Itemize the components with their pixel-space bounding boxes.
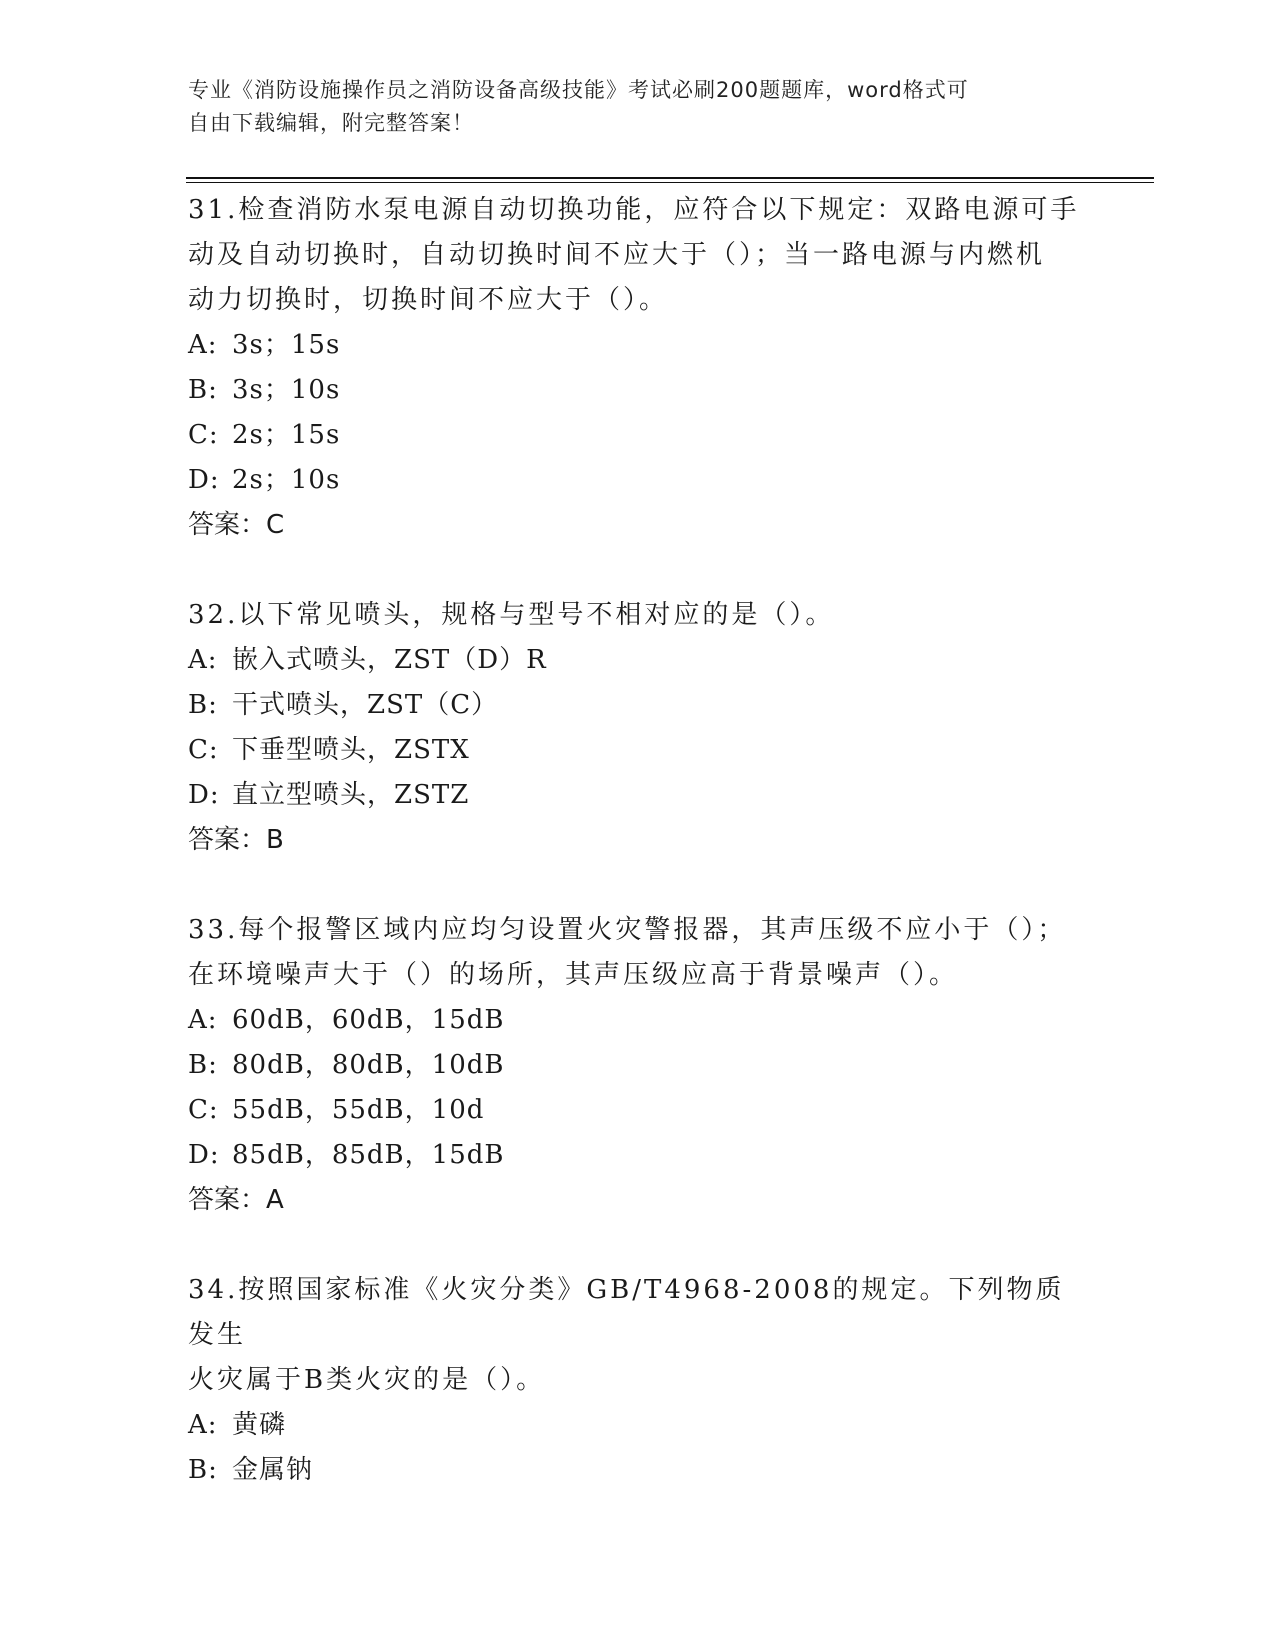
option-label: B:: [188, 690, 218, 720]
option-c: [188, 413, 1088, 458]
header-divider-thick: [186, 177, 1154, 179]
option-label: A:: [188, 1005, 218, 1035]
option-text: 干式喷头，ZST（C）: [232, 690, 499, 720]
option-text: 80dB，80dB，10dB: [232, 1050, 505, 1080]
question-text-line: 火灾属于B类火灾的是（）。: [188, 1365, 546, 1395]
option-c: [188, 1088, 1088, 1133]
option-text: 黄磷: [232, 1410, 287, 1440]
option-b: [188, 1043, 1088, 1088]
option-label: C:: [188, 420, 219, 450]
option-label: B:: [188, 375, 218, 405]
header-line-2: 自由下载编辑，附完整答案！: [188, 111, 474, 135]
option-text: 3s；10s: [232, 375, 341, 405]
header-line-1: 专业《消防设施操作员之消防设备高级技能》考试必刷200题题库，word格式可: [188, 78, 969, 102]
answer-text: 答案：A: [188, 1185, 284, 1215]
option-label: C:: [188, 1095, 219, 1125]
question-text-line: 34.按照国家标准《火灾分类》GB/T4968-2008的规定。下列物质发生: [188, 1275, 1065, 1350]
question-33: [188, 908, 1088, 1223]
question-text-line: 32.以下常见喷头，规格与型号不相对应的是（）。: [188, 600, 835, 630]
option-b: [188, 368, 1088, 413]
option-a: [188, 323, 1088, 368]
option-c: [188, 728, 1088, 773]
option-text: 直立型喷头，ZSTZ: [232, 780, 470, 810]
option-text: 60dB，60dB，15dB: [232, 1005, 505, 1035]
option-d: [188, 1133, 1088, 1178]
option-text: 下垂型喷头，ZSTX: [232, 735, 470, 765]
option-a: [188, 998, 1088, 1043]
option-label: C:: [188, 735, 219, 765]
option-text: 2s；15s: [232, 420, 341, 450]
answer-text: 答案：B: [188, 825, 284, 855]
option-a: [188, 638, 1088, 683]
option-b: [188, 1448, 1088, 1493]
question-34: [188, 1268, 1088, 1493]
option-text: 85dB，85dB，15dB: [232, 1140, 505, 1170]
question-32: [188, 593, 1088, 863]
question-spacer: [188, 1223, 1088, 1268]
option-text: 2s；10s: [232, 465, 341, 495]
header-divider-thin: [186, 182, 1154, 183]
option-text: 3s；15s: [232, 330, 341, 360]
question-31: [188, 188, 1088, 548]
option-text: 55dB，55dB，10d: [232, 1095, 485, 1125]
option-label: B:: [188, 1455, 218, 1485]
option-text: 嵌入式喷头，ZST（D）R: [232, 645, 547, 675]
option-b: [188, 683, 1088, 728]
option-d: [188, 773, 1088, 818]
option-text: 金属钠: [232, 1455, 314, 1485]
question-spacer: [188, 548, 1088, 593]
option-label: A:: [188, 1410, 218, 1440]
question-list: [188, 188, 1088, 1493]
question-text-line: 动力切换时，切换时间不应大于（）。: [188, 285, 669, 315]
answer-text: 答案：C: [188, 510, 285, 540]
question-text-line: 在环境噪声大于（）的场所，其声压级应高于背景噪声（）。: [188, 960, 959, 990]
question-text-line: 31.检查消防水泵电源自动切换功能，应符合以下规定：双路电源可手: [188, 195, 1080, 225]
option-label: D:: [188, 465, 220, 495]
option-label: D:: [188, 780, 220, 810]
option-label: D:: [188, 1140, 220, 1170]
option-a: [188, 1403, 1088, 1448]
option-label: A:: [188, 645, 218, 675]
question-text-line: 动及自动切换时，自动切换时间不应大于（）；当一路电源与内燃机: [188, 240, 1046, 270]
question-text-line: 33.每个报警区域内应均匀设置火灾警报器，其声压级不应小于（）；: [188, 915, 1067, 945]
document-header: [188, 74, 1068, 140]
question-spacer: [188, 863, 1088, 908]
option-label: B:: [188, 1050, 218, 1080]
option-d: [188, 458, 1088, 503]
option-label: A:: [188, 330, 218, 360]
